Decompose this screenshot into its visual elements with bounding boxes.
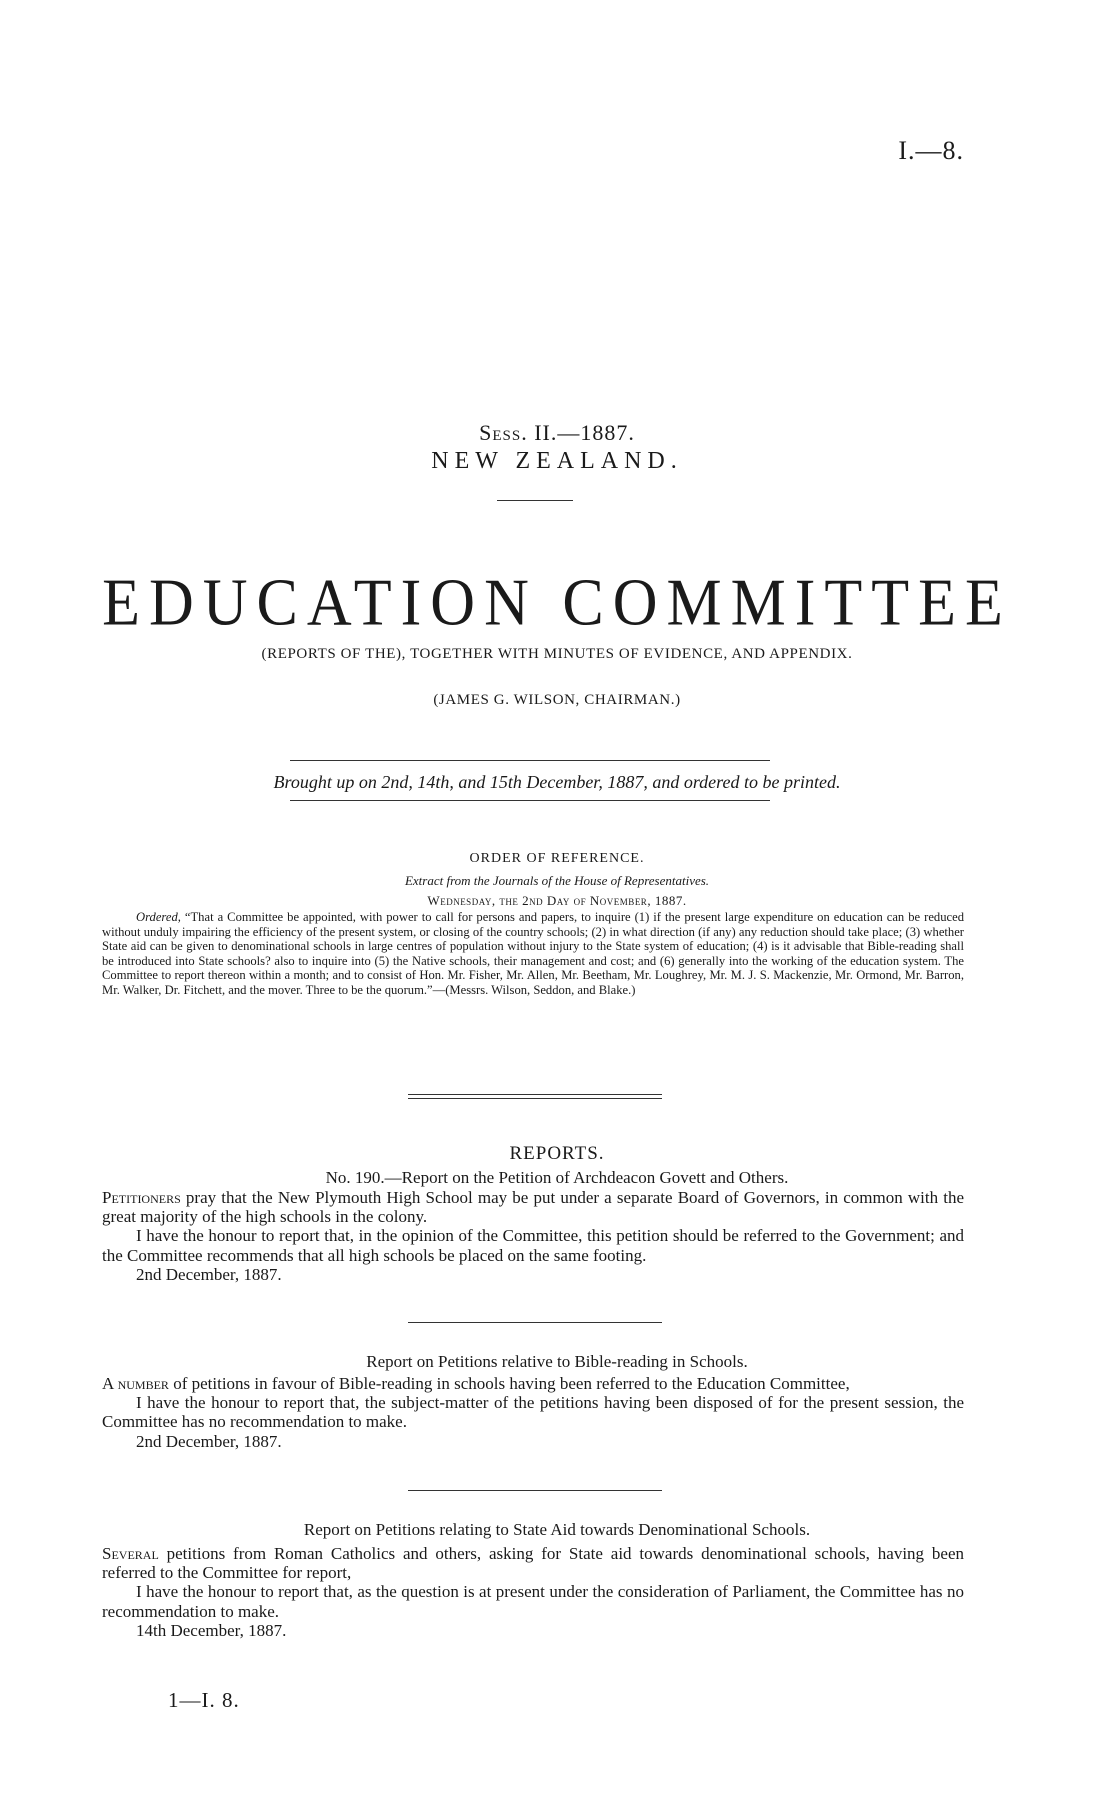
divider — [408, 1098, 662, 1099]
divider — [497, 500, 573, 501]
order-of-reference-heading: ORDER OF REFERENCE. — [469, 851, 645, 866]
document-subtitle: (REPORTS OF THE), TOGETHER WITH MINUTES OF EVIDENCE, AND APPENDIX. — [261, 646, 853, 662]
page-signature: 1—I. 8. — [168, 1688, 240, 1712]
divider — [408, 1490, 662, 1491]
report-para: I have the honour to report that, the subject-matter of the petitions having been disposed of for the present session, the Committee has no recommendation to make. — [102, 1393, 964, 1432]
divider — [408, 1322, 662, 1323]
report-lead: A number — [102, 1374, 169, 1393]
chairman-line: (JAMES G. WILSON, CHAIRMAN.) — [433, 692, 681, 708]
report-date: 2nd December, 1887. — [136, 1431, 282, 1451]
report-para: of petitions in favour of Bible-reading in schools having been referred to the Education Committee, — [168, 1374, 850, 1393]
report-title: Report on Petitions relating to State Aid towards Denominational Schools. — [303, 1520, 811, 1539]
order-text: “That a Committee be appointed, with power to call for persons and papers, to inquire (1) if the present large expenditure on education can be reduced without unduly impairing the efficiency of the present system, or closing of the country schools; (2) in what direction (if any) any reduction should take place; (3) whether State aid can be given to denominational schools in large centres of population without injury to the State system of education; (4) is it advisable that Bible-reading shall be introduced into State schools? also to inquire into (5) the Native schools, their management and cost; and (6) generally into the working of the education system. The Committee to report thereon within a month; and to consist of Hon. Mr. Fisher, Mr. Allen, Mr. Beetham, Mr. Loughrey, Mr. M. J. S. Mackenzie, Mr. Ormond, Mr. Barron, Mr. Walker, Dr. Fitchett, and the mover. Three to be the quorum.”—(Messrs. Wilson, Seddon, and Blake.) — [102, 910, 964, 997]
page-reference: I.—8. — [898, 136, 964, 165]
divider — [290, 760, 770, 761]
report-para: petitions from Roman Catholics and others, asking for State aid towards denominational schools, having been referred to the Committee for report, — [102, 1544, 964, 1583]
brought-up-line: Brought up on 2nd, 14th, and 15th December, 1887, and ordered to be printed. — [273, 772, 841, 792]
document-title: EDUCATION COMMITTEE — [102, 566, 1012, 640]
country-line: NEW ZEALAND. — [431, 448, 683, 474]
ordered-label: Ordered, — [136, 910, 181, 924]
session-line: Sess. II.—1887. — [479, 420, 635, 445]
reports-heading: REPORTS. — [509, 1143, 605, 1164]
order-of-reference-body — [102, 910, 964, 998]
report-lead: Several — [102, 1544, 159, 1563]
report-title: No. 190.—Report on the Petition of Archdeacon Govett and Others. — [325, 1168, 789, 1187]
report-body — [102, 1544, 964, 1640]
report-lead: Petitioners — [102, 1188, 181, 1207]
report-para: I have the honour to report that, in the opinion of the Committee, this petition should be referred to the Government; and the Committee recommends that all high schools be placed on the same footing. — [102, 1226, 964, 1265]
report-para: pray that the New Plymouth High School may be put under a separate Board of Governors, in common with the great majority of the high schools in the colony. — [102, 1188, 964, 1227]
report-date: 2nd December, 1887. — [136, 1264, 282, 1284]
divider — [408, 1094, 662, 1095]
order-date: Wednesday, the 2nd Day of November, 1887. — [427, 893, 687, 908]
report-title: Report on Petitions relative to Bible-reading in Schools. — [366, 1352, 748, 1371]
report-date: 14th December, 1887. — [136, 1620, 287, 1640]
report-body — [102, 1374, 964, 1451]
extract-line: Extract from the Journals of the House of Representatives. — [404, 873, 710, 888]
divider — [290, 800, 770, 801]
report-para: I have the honour to report that, as the question is at present under the consideration of Parliament, the Committee has no recommendation to make. — [102, 1582, 964, 1621]
report-body — [102, 1188, 964, 1284]
